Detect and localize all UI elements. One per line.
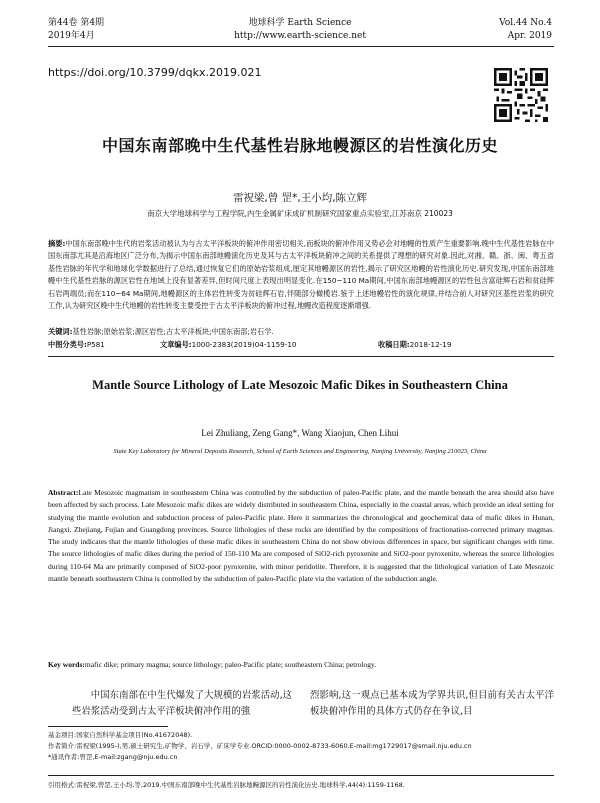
footnote-fund: 基金项目:国家自然科学基金项目(No.41672048). bbox=[48, 731, 193, 739]
header-rule bbox=[48, 46, 554, 47]
keywords-en-label: Key words: bbox=[48, 660, 85, 669]
received-label: 收稿日期: bbox=[378, 340, 410, 349]
abstract-en-text: Late Mesozoic magmatism in southeastern China was controlled by the subduction of paleo-Pacific plate, and the mantle beneath the area should also have been affected by such process. Late Mesozoic mafic dikes are widely distributed in southeastern China, especially in the coastal areas, which provide an ideal setting for studying the mantle evolution and subduction process of paleo-Pacific plate. Here it summarizes the chronological and geochemical data of mafic dikes in Hunan, Jiangxi, Zhejiang, Fujian and Guangdong provinces. Source lithologies of these rocks are identified by the compositions of fractionation-corrected primary magmas. The study indicates that the mantle lithologies of these mafic dikes in southeastern China do not show obvious differences in space, but significant changes with time. The source lithologies of mafic dikes during the period of 150-110 Ma are composed of SiO2-rich pyroxenite and SiO2-poor pyroxenite, whereas the source lithologies during 110-64 Ma are primarily composed of SiO2-poor pyroxenite, with minor peridotite. Therefore, it is suggested that the lithological variation of Late Mesozoic mantle beneath southeastern China is controlled by the subduction of paleo-Pacific plate via the variation of the subduction angle. bbox=[48, 488, 554, 584]
classification-row bbox=[48, 339, 105, 350]
body-column-left: 中国东南部在中生代爆发了大规模的岩浆活动,这些岩浆活动受到古太平洋板块俯冲作用的強 bbox=[72, 690, 292, 717]
citation-rule bbox=[48, 775, 554, 776]
footnote-author: 作者简介:雷祝梁(1995-),男,硕士研究生,矿物学、岩石学、矿床学专业.ORCID:0000-0002-8733-6060.E-mail:mg1729017@smail.nju.edu.cn bbox=[48, 742, 472, 750]
abstract-zh-text: 中国东南部晚中生代的岩浆活动被认为与古太平洋板块的俯冲作用密切相关,而板块的俯冲作用又势必会对地幔的性质产生重要影响.晚中生代基性岩脉在中国东南部尤其是沿海地区广泛分布,为揭示中国东南部地幔演化历史及其与古太平洋板块俯冲之间的关系提供了理想的研究对象.因此,对湘、赣、浙、闽、粤五省基性岩脉的年代学和地球化学数据进行了总结,通过恢复它们的原始岩浆组成,厘定其地幔源区的岩性,揭示了研究区地幔的岩性演化历史.研究发现,中国东南部地幔中生代基性岩脉的源区岩性在地域上没有显著差异,但时间尺度上表现出明显变化.在150~110 Ma期间,中国东南部地幔源区的岩性包含富硅辉石岩和贫硅辉石岩两端员;而在110~64 Ma期间,地幔源区的主体岩性转变为贫硅辉石岩,伴随部分橄榄岩.鉴于上述地幔岩性的演化规律,并结合前人对研究区基性岩浆的研究工作,认为研究区晚中生代地幔的岩性转变主要受控于古太平洋板块的俯冲过程,地幔改造程度逐渐增强. bbox=[48, 239, 555, 311]
body-column-right: 烈影响,这一观点已基本成为学界共识,但目前有关古太平洋板块俯冲作用的具体方式仍存在争议,目 bbox=[310, 690, 554, 717]
header-journal: 地球科学 Earth Science bbox=[248, 18, 352, 28]
keywords-zh-text: 基性岩脉;原始岩浆;源区岩性;古太平洋板块;中国东南部;岩石学. bbox=[72, 327, 274, 336]
footnote-rule bbox=[48, 726, 168, 727]
clc-label: 中图分类号: bbox=[48, 340, 87, 349]
abstract-zh-label: 摘要: bbox=[48, 239, 66, 248]
title-en: Mantle Source Lithology of Late Mesozoic Mafic Dikes in Southeastern China bbox=[92, 378, 508, 392]
citation-format: 引用格式:雷祝梁,曾罡,王小均,等,2019.中国东南部晚中生代基性岩脉地幔源区的岩性演化历史.地球科学,44(4):1159-1168. bbox=[48, 781, 405, 789]
keywords-zh-label: 关键词: bbox=[48, 327, 73, 336]
title-zh: 中国东南部晚中生代基性岩脉地幔源区的岩性演化历史 bbox=[101, 136, 498, 155]
keywords-en bbox=[48, 659, 554, 671]
footnote-corresponding: *通讯作者:曾罡,E-mail:zgang@nju.edu.cn bbox=[48, 753, 178, 761]
clc-value: P581 bbox=[86, 340, 105, 349]
qr-code-icon bbox=[494, 68, 548, 122]
affiliation-zh: 南京大学地球科学与工程学院,内生金属矿床成矿机制研究国家重点实验室,江苏南京 210023 bbox=[147, 209, 453, 218]
doi-link[interactable]: https://doi.org/10.3799/dqkx.2019.021 bbox=[48, 66, 262, 79]
affiliation-en: State Key Laboratory for Mineral Deposits Research, School of Earth Sciences and Engineering, Nanjing University, Nanjing 210023, China bbox=[113, 448, 487, 455]
header-volume-en: Vol.44 No.4 bbox=[499, 18, 552, 28]
received-value: 2018-12-19 bbox=[409, 340, 452, 349]
header-volume: 第44卷 第4期 bbox=[48, 18, 105, 28]
article-no-value: 1000-2383(2019)04-1159-10 bbox=[191, 340, 297, 349]
header-website: http://www.earth-science.net bbox=[234, 31, 366, 41]
article-no-label: 文章编号: bbox=[160, 340, 192, 349]
abstract-divider bbox=[48, 356, 554, 357]
abstract-en bbox=[48, 487, 554, 585]
keywords-en-text: mafic dike; primary magma; source lithology; paleo-Pacific plate; southeastern China; petrology. bbox=[84, 660, 377, 669]
header-date-en: Apr. 2019 bbox=[507, 31, 552, 41]
keywords-zh bbox=[48, 326, 554, 338]
abstract-zh bbox=[48, 238, 554, 312]
authors-en: Lei Zhuliang, Zeng Gang*, Wang Xiaojun, Chen Lihui bbox=[201, 428, 399, 438]
header-date: 2019年4月 bbox=[48, 31, 95, 41]
article-number bbox=[160, 339, 296, 350]
received-date bbox=[378, 339, 451, 350]
authors-zh: 雷祝梁,曾 罡*,王小均,陈立辉 bbox=[232, 192, 368, 204]
abstract-en-label: Abstract: bbox=[48, 488, 79, 497]
